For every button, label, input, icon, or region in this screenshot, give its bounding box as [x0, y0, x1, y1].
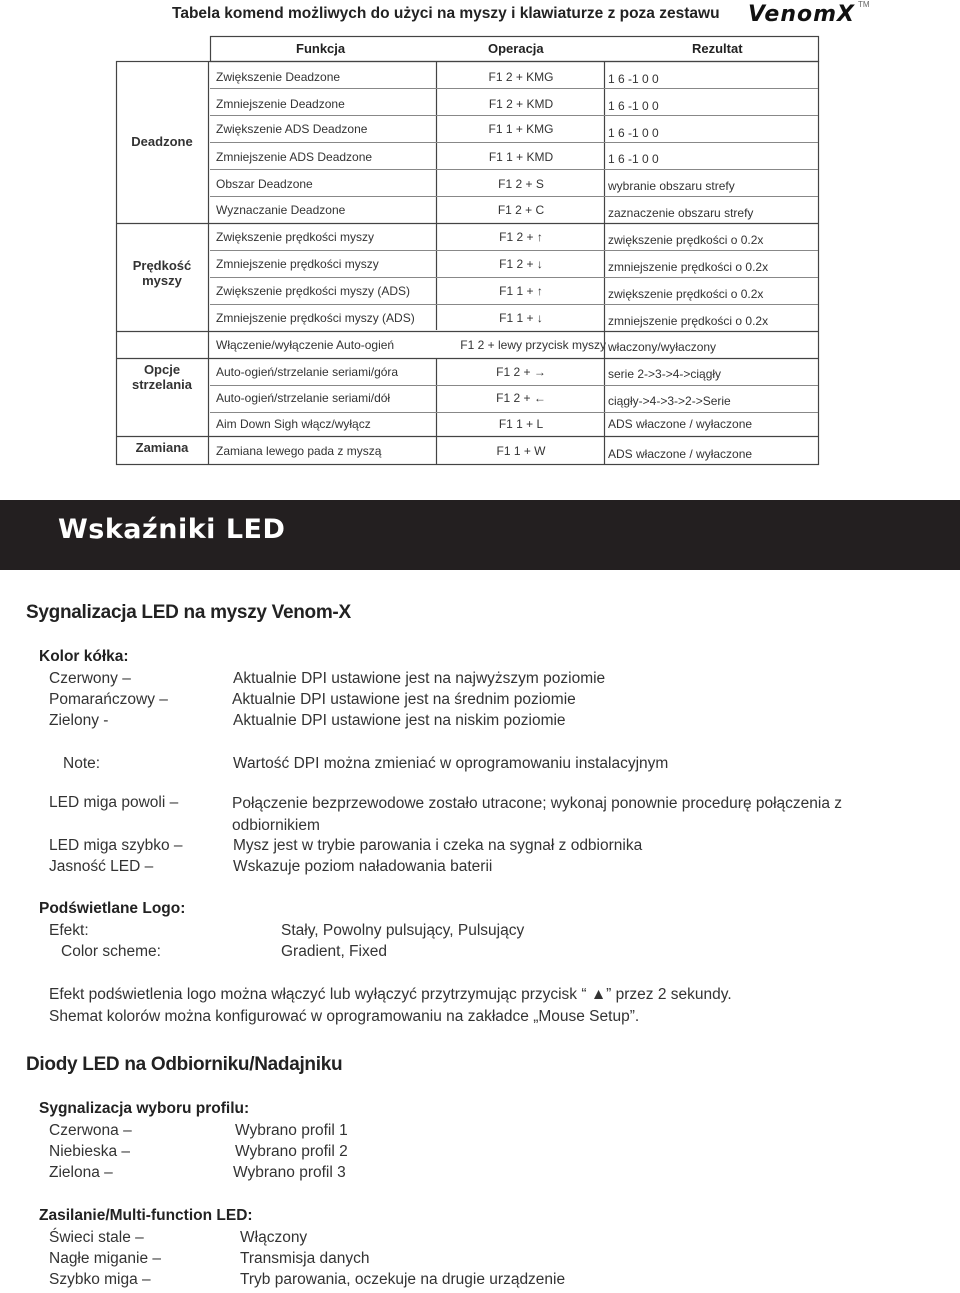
cell-operation: F1 2 + S: [498, 177, 544, 191]
section-banner-title: Wskaźniki LED: [58, 514, 286, 545]
cell-result: zmniejszenie prędkości o 0.2x: [608, 314, 769, 328]
cell-function: Wyznaczanie Deadzone: [216, 203, 346, 217]
cell-result: zwiększenie prędkości o 0.2x: [608, 287, 764, 301]
logo-heading: Podświetlane Logo:: [39, 900, 186, 917]
group-fire-line1: Opcje: [143, 362, 181, 377]
power-item-desc: Transmisja danych: [240, 1250, 370, 1267]
cell-result: ADS właczone / wyłaczone: [608, 417, 753, 431]
wheel-item-desc: Aktualnie DPI ustawione jest na najwyższym poziomie: [233, 670, 606, 687]
cell-result: ciągły->4->3->2->Serie: [608, 394, 731, 408]
cell-operation: F1 2 + KMG: [488, 70, 554, 84]
table-row: [210, 359, 818, 386]
mouse-led-heading: Sygnalizacja LED na myszy Venom-X: [26, 602, 351, 623]
wheel-item-desc: Aktualnie DPI ustawione jest na średnim poziomie: [232, 691, 576, 708]
cell-function: Zwiększenie ADS Deadzone: [216, 122, 368, 136]
blink-item-label: LED miga powoli –: [49, 794, 179, 811]
cell-operation: F1 1 + KMG: [488, 122, 554, 136]
blink-item-desc: Wskazuje poziom naładowania baterii: [233, 858, 493, 875]
cell-operation: F1 1 + W: [496, 444, 546, 458]
cell-result: wybranie obszaru strefy: [608, 179, 735, 193]
trademark-mark: TM: [858, 0, 870, 9]
table-row: [210, 278, 818, 305]
table-row: [210, 64, 818, 91]
table-row: [210, 411, 818, 438]
profile-item-desc: Wybrano profil 2: [235, 1143, 348, 1160]
wheel-item-desc: Aktualnie DPI ustawione jest na niskim poziomie: [233, 712, 566, 729]
blink-item-label: LED miga szybko –: [49, 837, 183, 854]
table-row: [210, 144, 818, 171]
cell-operation: F1 1 + ↓: [499, 311, 543, 325]
cell-operation: F1 2 + ↓: [499, 257, 543, 271]
scheme-value: Gradient, Fixed: [281, 943, 387, 960]
group-speed-line1: Prędkość: [132, 258, 192, 273]
cell-operation: F1 2 + C: [497, 203, 545, 217]
cell-function: Zmniejszenie ADS Deadzone: [216, 150, 373, 164]
group-speed-line2: myszy: [142, 273, 182, 288]
cell-result: serie 2->3->4->ciągły: [608, 367, 722, 381]
effect-label: Efekt:: [49, 922, 89, 939]
scheme-label: Color scheme:: [61, 943, 161, 960]
cell-function: Zwiększenie Deadzone: [216, 70, 341, 84]
table-row: [210, 116, 818, 143]
cell-operation: F1 1 + ↑: [499, 284, 543, 298]
cell-result: zmniejszenie prędkości o 0.2x: [608, 260, 769, 274]
profile-item-label: Niebieska –: [49, 1143, 130, 1160]
page-title: Tabela komend możliwych do użyci na myszy i klawiaturze z poza zestawu: [172, 5, 720, 22]
cell-result: 1 6 -1 0 0: [608, 99, 659, 113]
note-label: Note:: [63, 755, 101, 772]
col-header-function: Funkcja: [296, 41, 346, 56]
wheel-color-heading: Kolor kółka:: [39, 648, 129, 665]
cell-operation: F1 2 + ←: [496, 391, 546, 405]
cell-function: Zwiększenie prędkości myszy: [216, 230, 375, 244]
col-header-result: Rezultat: [692, 41, 743, 56]
cell-operation: F1 2 + →: [496, 365, 546, 379]
cell-result: zwiększenie prędkości o 0.2x: [608, 233, 764, 247]
cell-result: 1 6 -1 0 0: [608, 152, 659, 166]
logo-info-line1: Efekt podświetlenia logo można włączyć lub wyłączyć przytrzymując przycisk “ ▲” przez 2 sekundy.: [49, 986, 732, 1003]
cell-function: Obszar Deadzone: [216, 177, 313, 191]
group-speed: [116, 258, 208, 288]
note-text: Wartość DPI można zmieniać w oprogramowaniu instalacyjnym: [233, 755, 669, 772]
profile-item-desc: Wybrano profil 3: [233, 1164, 346, 1181]
power-item-desc: Włączony: [240, 1229, 308, 1246]
cell-result: zaznaczenie obszaru strefy: [608, 206, 754, 220]
table-row: [210, 332, 818, 359]
power-heading: Zasilanie/Multi-function LED:: [39, 1207, 253, 1224]
table-row: [210, 251, 818, 278]
wheel-item-label: Czerwony –: [49, 670, 131, 687]
cell-function: Zamiana lewego pada z myszą: [216, 444, 382, 458]
cell-function: Zwiększenie prędkości myszy (ADS): [216, 284, 411, 298]
group-fire: [116, 362, 208, 392]
cell-operation: F1 2 + lewy przycisk myszy: [460, 338, 606, 352]
logo-info-line2: Shemat kolorów można konfigurować w oprogramowaniu na zakładce „Mouse Setup”.: [49, 1008, 640, 1025]
cell-operation: F1 1 + KMD: [488, 150, 554, 164]
cell-operation: F1 2 + ↑: [499, 230, 543, 244]
cell-operation: F1 1 + L: [498, 417, 544, 431]
table-row: [210, 305, 818, 332]
power-item-desc: Tryb parowania, oczekuje na drugie urządzenie: [240, 1271, 566, 1288]
cell-result: 1 6 -1 0 0: [608, 126, 659, 140]
receiver-led-heading: Diody LED na Odbiorniku/Nadajniku: [26, 1054, 343, 1075]
blink-item-desc: Mysz jest w trybie parowania i czeka na sygnał z odbiornika: [233, 837, 643, 854]
blink-item-desc: Połączenie bezprzewodowe zostało utracone; wykonaj ponownie procedurę połączenia z odbiornikiem: [232, 795, 843, 834]
profile-heading: Sygnalizacja wyboru profilu:: [39, 1100, 250, 1117]
table-row: [210, 224, 818, 251]
cell-result: 1 6 -1 0 0: [608, 72, 659, 86]
wheel-item-label: Zielony -: [49, 712, 109, 729]
cell-result: ADS właczone / wyłaczone: [608, 447, 753, 461]
wheel-item-label: Pomarańczowy –: [49, 691, 168, 708]
col-header-operation: Operacja: [488, 41, 544, 56]
cell-function: Auto-ogień/strzelanie seriami/góra: [216, 365, 399, 379]
profile-item-label: Zielona –: [49, 1164, 113, 1181]
profile-item-label: Czerwona –: [49, 1122, 132, 1139]
power-item-label: Świeci stale –: [49, 1229, 144, 1246]
group-fire-line2: strzelania: [132, 377, 192, 392]
blink-item-label: Jasność LED –: [49, 858, 154, 875]
table-row: [210, 438, 818, 465]
cell-function: Zmniejszenie prędkości myszy: [216, 257, 379, 271]
table-row: [210, 385, 818, 412]
cell-operation: F1 2 + KMD: [488, 97, 554, 111]
cell-result: właczony/wyłaczony: [608, 340, 717, 354]
cell-function: Aim Down Sigh włącz/wyłącz: [216, 417, 371, 431]
cell-function: Zmniejszenie prędkości myszy (ADS): [216, 311, 415, 325]
cell-function: Auto-ogień/strzelanie seriami/dół: [216, 391, 391, 405]
cell-function: Włączenie/wyłączenie Auto-ogień: [216, 338, 395, 352]
table-row: [210, 197, 818, 224]
power-item-label: Szybko miga –: [49, 1271, 151, 1288]
group-deadzone: Deadzone: [131, 134, 193, 149]
power-item-label: Nagłe miganie –: [49, 1250, 162, 1267]
effect-value: Stały, Powolny pulsujący, Pulsujący: [281, 922, 525, 939]
group-swap: Zamiana: [135, 440, 189, 455]
table-row: [210, 171, 818, 198]
profile-item-desc: Wybrano profil 1: [235, 1122, 348, 1139]
brand-logo: VenomX: [748, 2, 856, 27]
cell-function: Zmniejszenie Deadzone: [216, 97, 345, 111]
table-row: [210, 91, 818, 118]
